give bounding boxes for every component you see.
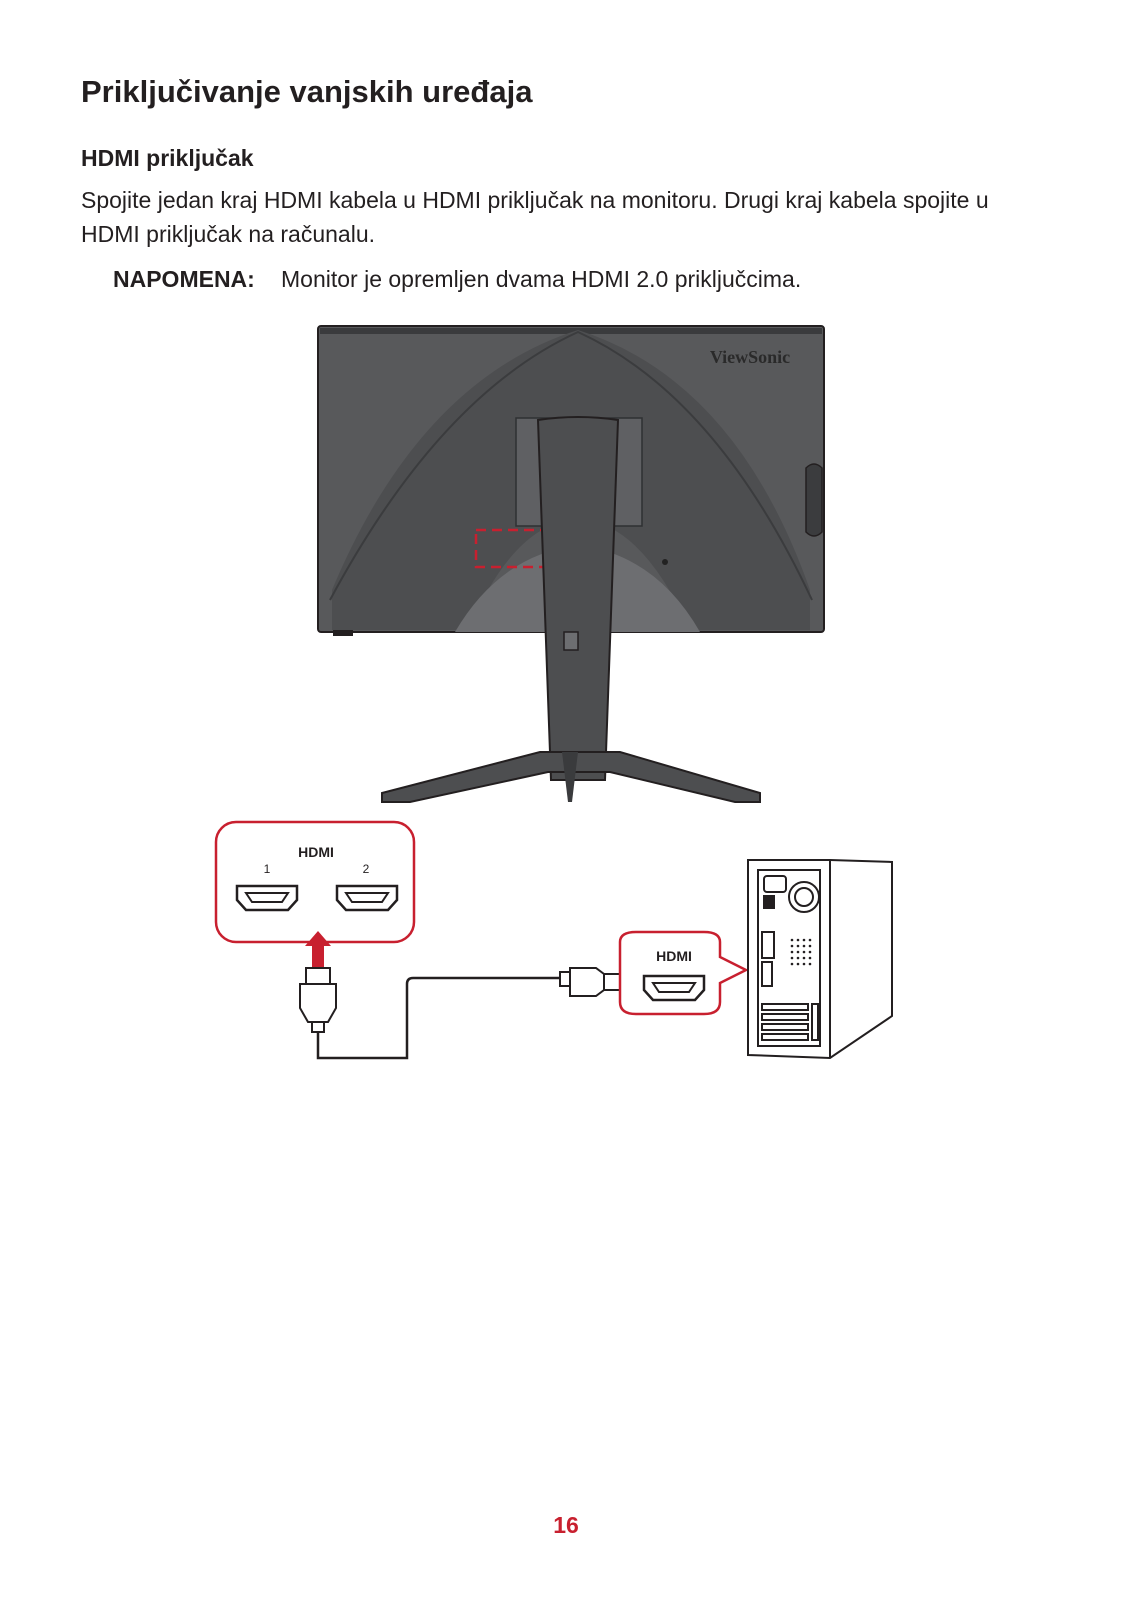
note-label: NAPOMENA:: [113, 266, 255, 292]
hdmi-port-icon: [237, 886, 297, 910]
connection-diagram: [0, 320, 1132, 1110]
pc-tower-icon: [748, 860, 892, 1058]
page-number: 16: [553, 1512, 579, 1538]
monitor-hdmi-label: HDMI: [298, 844, 334, 860]
note-text: Monitor je opremljen dvama HDMI 2.0 priključcima.: [281, 266, 802, 292]
hdmi-port-icon: [644, 976, 704, 1000]
section-title: HDMI priključak: [81, 145, 254, 171]
monitor-port-callout: [216, 822, 414, 942]
hdmi-cable-icon: [300, 968, 620, 1058]
hdmi-port-icon: [337, 886, 397, 910]
pc-port-callout: [620, 932, 746, 1014]
note: [113, 266, 801, 293]
pc-hdmi-label: HDMI: [656, 948, 692, 964]
page-title: Priključivanje vanjskih uređaja: [81, 74, 533, 109]
port-2-label: 2: [362, 862, 370, 876]
port-1-label: 1: [263, 862, 271, 876]
brand-logo: ViewSonic: [709, 347, 791, 367]
body-paragraph: Spojite jedan kraj HDMI kabela u HDMI priključak na monitoru. Drugi kraj kabela spojite u HDMI priključak na računalu.: [81, 187, 989, 247]
